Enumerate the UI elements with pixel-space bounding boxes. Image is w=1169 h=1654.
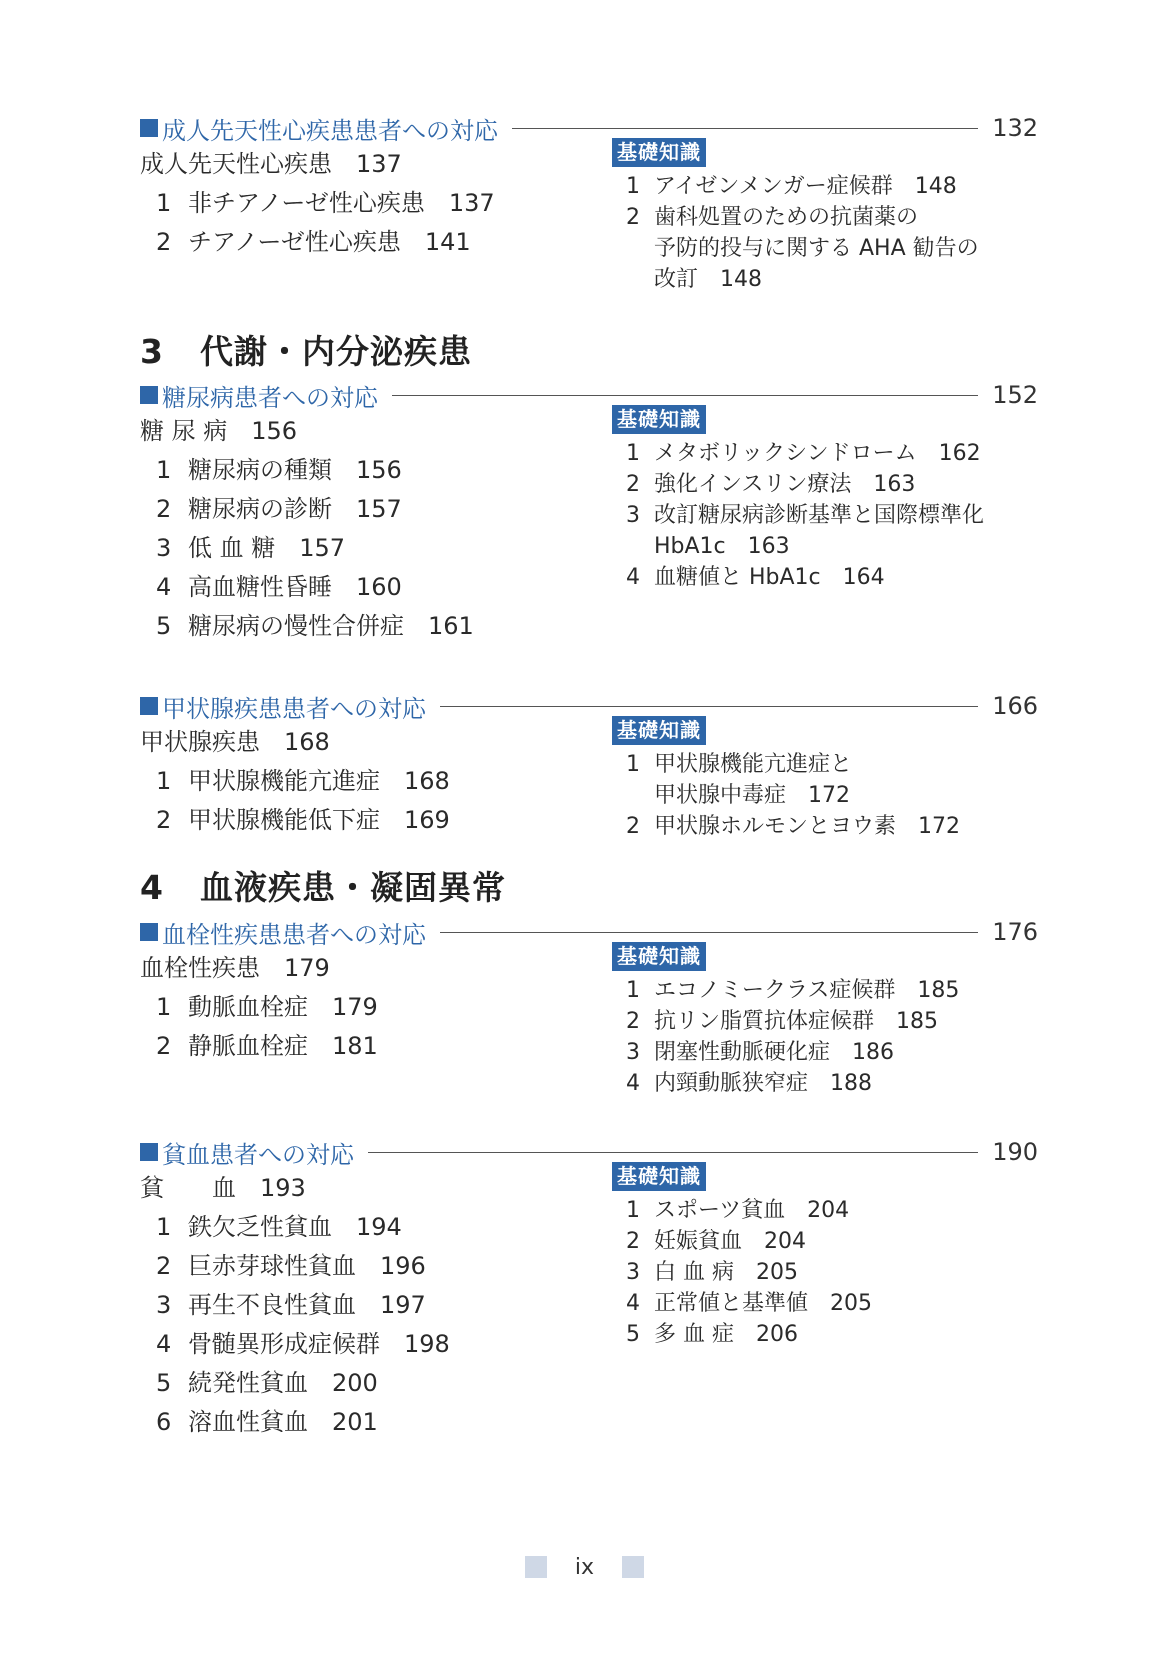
kiso-label: 基礎知識 [612, 942, 706, 971]
section-page: 176 [992, 918, 1038, 946]
kiso-item[interactable] [612, 469, 984, 500]
kiso-text: スポーツ貧血 204 [654, 1198, 850, 1223]
kiso-item[interactable] [612, 500, 984, 531]
kiso-item[interactable] [612, 811, 960, 842]
chapter-number: 3 [140, 332, 164, 371]
section-page: 190 [992, 1138, 1038, 1166]
entry-page: 194 [356, 1213, 402, 1241]
kiso-text: 改訂糖尿病診断基準と国際標準化 [654, 503, 985, 528]
kiso-number: 1 [626, 441, 640, 466]
kiso-item[interactable] [612, 1257, 872, 1288]
entry-page: 200 [332, 1369, 378, 1397]
entry-page: 198 [404, 1330, 450, 1358]
sub-entry[interactable] [140, 1208, 450, 1247]
entry-label: 続発性貧血 [188, 1369, 308, 1397]
entry-list [140, 949, 378, 1066]
kiso-continuation: HbA1c 163 [654, 534, 790, 559]
kiso-label: 基礎知識 [612, 138, 706, 167]
square-bullet-icon [140, 386, 158, 404]
entry-number: 5 [156, 612, 172, 640]
sub-entry[interactable] [140, 568, 474, 607]
page-number: ix [574, 1554, 595, 1580]
kiso-number: 3 [626, 503, 640, 528]
sub-entry[interactable] [140, 1325, 450, 1364]
kiso-text: エコノミークラス症候群 185 [654, 978, 960, 1003]
kiso-item[interactable] [612, 1226, 872, 1257]
kiso-continuation: 予防的投与に関する AHA 勧告の [654, 236, 979, 261]
chapter-heading [140, 326, 472, 373]
chapter-title: 血液疾患・凝固異常 [200, 868, 506, 907]
kiso-number: 1 [626, 174, 640, 199]
entry-label: 貧 血 [140, 1174, 236, 1202]
kiso-text: 歯科処置のための抗菌薬の [654, 205, 919, 230]
entry-label: 糖尿病の種類 [188, 456, 332, 484]
sub-entry[interactable] [140, 988, 378, 1027]
entry-page: 169 [404, 806, 450, 834]
kiso-item[interactable] [612, 1006, 959, 1037]
square-bullet-icon [140, 1143, 158, 1161]
kiso-number: 1 [626, 1198, 640, 1223]
main-entry[interactable] [140, 412, 474, 451]
sub-entry[interactable] [140, 607, 474, 646]
sub-entry[interactable] [140, 184, 495, 223]
page-footer [0, 1552, 1169, 1582]
entry-list [140, 145, 495, 262]
sub-entry[interactable] [140, 451, 474, 490]
entry-page: 168 [284, 728, 330, 756]
kiso-item[interactable] [612, 562, 984, 593]
kiso-text: 正常値と基準値 205 [654, 1291, 872, 1316]
entry-label: 非チアノーゼ性心疾患 [188, 189, 425, 217]
kiso-item[interactable] [612, 1068, 959, 1099]
kiso-item[interactable] [612, 1288, 872, 1319]
kiso-number: 4 [626, 565, 640, 590]
entry-page: 141 [424, 228, 471, 256]
entry-label: 糖尿病の慢性合併症 [188, 612, 404, 640]
entry-number: 1 [156, 456, 172, 484]
square-bullet-icon [140, 923, 158, 941]
kiso-item[interactable] [612, 438, 984, 469]
kiso-item[interactable] [612, 202, 979, 233]
section-title[interactable]: 貧血患者への対応 [162, 1140, 354, 1169]
sub-entry[interactable] [140, 1286, 450, 1325]
sub-entry[interactable] [140, 223, 495, 262]
section-page: 152 [992, 381, 1038, 409]
square-bullet-icon [140, 697, 158, 715]
kiso-number: 2 [626, 205, 640, 230]
kiso-label: 基礎知識 [612, 405, 706, 434]
kiso-number: 2 [626, 1229, 640, 1254]
leader-line [440, 706, 978, 707]
entry-number: 2 [156, 495, 172, 523]
kiso-item[interactable] [612, 749, 960, 780]
kiso-number: 1 [626, 752, 640, 777]
kiso-text: 甲状腺機能亢進症と [654, 752, 853, 777]
entry-label: 巨赤芽球性貧血 [188, 1252, 356, 1280]
kiso-label: 基礎知識 [612, 1162, 706, 1191]
kiso-number: 5 [626, 1322, 640, 1347]
kiso-number: 4 [626, 1071, 640, 1096]
entry-label: 低 血 糖 [188, 534, 276, 562]
entry-number: 3 [156, 534, 172, 562]
entry-page: 181 [332, 1032, 378, 1060]
sub-entry[interactable] [140, 1403, 450, 1442]
kiso-item[interactable] [612, 1195, 872, 1226]
square-bullet-icon [140, 119, 158, 137]
main-entry[interactable] [140, 1169, 450, 1208]
kiso-number: 2 [626, 814, 640, 839]
kiso-text: アイゼンメンガー症候群 148 [654, 174, 957, 199]
kiso-number: 2 [626, 472, 640, 497]
kiso-text: 妊娠貧血 204 [654, 1229, 806, 1254]
main-entry[interactable] [140, 949, 378, 988]
entry-page: 168 [404, 767, 450, 795]
leader-line [368, 1152, 978, 1153]
entry-number: 2 [156, 1252, 172, 1280]
entry-page: 137 [356, 150, 402, 178]
kiso-number: 1 [626, 978, 640, 1003]
kiso-label: 基礎知識 [612, 716, 706, 745]
sub-entry[interactable] [140, 1027, 378, 1066]
entry-page: 160 [356, 573, 402, 601]
sub-entry[interactable] [140, 762, 450, 801]
kiso-text: 強化インスリン療法 163 [654, 472, 916, 497]
sub-entry[interactable] [140, 801, 450, 840]
kiso-box [612, 942, 959, 1099]
kiso-box [612, 405, 984, 593]
entry-number: 6 [156, 1408, 172, 1436]
kiso-text: 多 血 症 206 [654, 1322, 798, 1347]
entry-page: 157 [356, 495, 402, 523]
section-title[interactable]: 血栓性疾患患者への対応 [162, 920, 426, 949]
footer-square-icon [622, 1556, 644, 1578]
leader-line [392, 395, 978, 396]
entry-page: 156 [251, 417, 298, 445]
main-entry[interactable] [140, 723, 450, 762]
kiso-number: 4 [626, 1291, 640, 1316]
entry-label: 成人先天性心疾患 [140, 150, 332, 178]
kiso-text: メタボリックシンドローム 162 [654, 441, 981, 466]
kiso-text: 白 血 病 205 [654, 1260, 798, 1285]
section-title[interactable]: 糖尿病患者への対応 [162, 383, 378, 412]
entry-label: 骨髄異形成症候群 [188, 1330, 380, 1358]
entry-number: 1 [156, 767, 172, 795]
entry-label: 高血糖性昏睡 [188, 573, 332, 601]
entry-page: 179 [284, 954, 330, 982]
entry-label: 鉄欠乏性貧血 [188, 1213, 332, 1241]
entry-number: 5 [156, 1369, 172, 1397]
kiso-number: 3 [626, 1040, 640, 1065]
kiso-item[interactable] [612, 171, 979, 202]
entry-number: 3 [156, 1291, 172, 1319]
entry-list [140, 723, 450, 840]
entry-label: 甲状腺機能亢進症 [188, 767, 380, 795]
kiso-text: 内頸動脈狭窄症 188 [654, 1071, 872, 1096]
entry-list [140, 1169, 450, 1442]
entry-label: 静脈血栓症 [188, 1032, 308, 1060]
entry-label: チアノーゼ性心疾患 [188, 228, 401, 256]
kiso-item[interactable] [612, 1037, 959, 1068]
kiso-box [612, 1162, 872, 1350]
section-page: 166 [992, 692, 1038, 720]
sub-entry[interactable] [140, 490, 474, 529]
kiso-box [612, 138, 979, 295]
entry-label: 動脈血栓症 [188, 993, 308, 1021]
section-title[interactable]: 成人先天性心疾患患者への対応 [162, 116, 498, 145]
entry-number: 2 [156, 806, 172, 834]
chapter-number: 4 [140, 868, 164, 907]
entry-number: 1 [156, 993, 172, 1021]
entry-label: 血栓性疾患 [140, 954, 260, 982]
entry-number: 4 [156, 1330, 172, 1358]
kiso-text: 甲状腺ホルモンとヨウ素 172 [654, 814, 960, 839]
entry-number: 4 [156, 573, 172, 601]
kiso-text: 抗リン脂質抗体症候群 185 [654, 1009, 938, 1034]
entry-number: 1 [156, 189, 172, 217]
kiso-continuation: 甲状腺中毒症 172 [654, 783, 850, 808]
kiso-text: 血糖値と HbA1c 164 [654, 565, 885, 590]
section-title[interactable]: 甲状腺疾患患者への対応 [162, 694, 426, 723]
kiso-number: 2 [626, 1009, 640, 1034]
main-entry[interactable] [140, 145, 495, 184]
entry-number: 1 [156, 1213, 172, 1241]
kiso-text: 閉塞性動脈硬化症 186 [654, 1040, 894, 1065]
entry-label: 再生不良性貧血 [188, 1291, 356, 1319]
entry-page: 156 [356, 456, 402, 484]
entry-page: 197 [380, 1291, 426, 1319]
kiso-continuation: 改訂 148 [654, 267, 762, 292]
entry-page: 196 [380, 1252, 426, 1280]
entry-list [140, 412, 474, 646]
entry-page: 179 [332, 993, 378, 1021]
leader-line [512, 128, 978, 129]
entry-number: 2 [156, 1032, 172, 1060]
leader-line [440, 932, 978, 933]
footer-square-icon [525, 1556, 547, 1578]
kiso-item[interactable] [612, 975, 959, 1006]
entry-label: 糖 尿 病 [140, 417, 228, 445]
sub-entry[interactable] [140, 529, 474, 568]
sub-entry[interactable] [140, 1364, 450, 1403]
entry-label: 甲状腺疾患 [140, 728, 260, 756]
entry-label: 溶血性貧血 [188, 1408, 308, 1436]
entry-number: 2 [156, 228, 172, 256]
entry-page: 137 [448, 189, 495, 217]
entry-page: 161 [428, 612, 474, 640]
entry-page: 193 [260, 1174, 306, 1202]
entry-page: 157 [299, 534, 346, 562]
kiso-number: 3 [626, 1260, 640, 1285]
kiso-item[interactable] [612, 1319, 872, 1350]
entry-label: 甲状腺機能低下症 [188, 806, 380, 834]
entry-label: 糖尿病の診断 [188, 495, 332, 523]
section-page: 132 [992, 114, 1038, 142]
chapter-title: 代謝・内分泌疾患 [200, 332, 472, 371]
kiso-box [612, 716, 960, 842]
entry-page: 201 [332, 1408, 378, 1436]
sub-entry[interactable] [140, 1247, 450, 1286]
section-header[interactable] [140, 1132, 1038, 1172]
chapter-heading [140, 862, 506, 909]
